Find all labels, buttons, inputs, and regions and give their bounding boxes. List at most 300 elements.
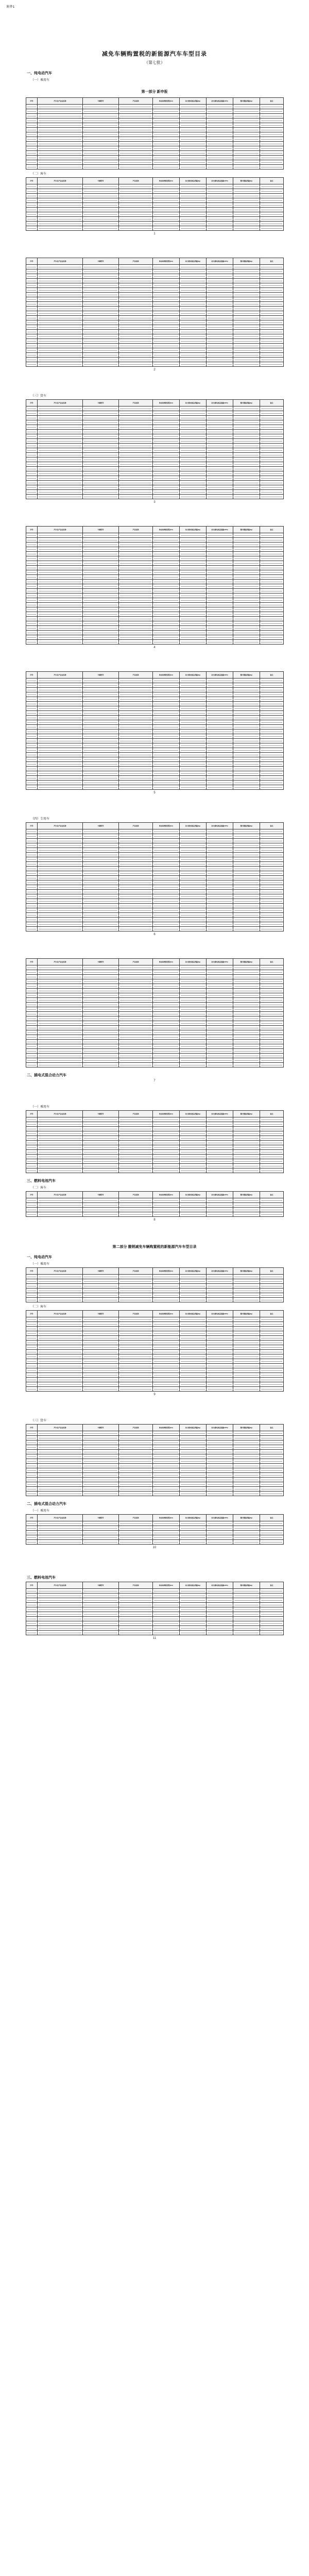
table-cell bbox=[83, 293, 119, 297]
table-row bbox=[26, 1212, 284, 1217]
column-header: 整车整备质量(kg) bbox=[233, 98, 260, 105]
table-cell bbox=[153, 339, 180, 344]
table-cell bbox=[207, 1141, 233, 1145]
table-cell bbox=[119, 1478, 153, 1482]
table-row bbox=[26, 1368, 284, 1373]
table-row bbox=[26, 1284, 284, 1289]
table-cell bbox=[38, 631, 83, 635]
table-cell bbox=[207, 899, 233, 904]
cell-placeholder bbox=[154, 577, 178, 578]
table-cell bbox=[119, 1359, 153, 1364]
cell-placeholder bbox=[39, 1295, 81, 1296]
table-cell bbox=[207, 279, 233, 283]
cell-placeholder bbox=[84, 722, 117, 723]
table-cell bbox=[119, 339, 153, 344]
vehicle-table bbox=[26, 526, 284, 645]
table-cell bbox=[233, 1026, 260, 1030]
cell-placeholder bbox=[84, 1000, 117, 1001]
table-cell bbox=[207, 1631, 233, 1635]
table-cell bbox=[207, 890, 233, 894]
cell-placeholder bbox=[39, 708, 81, 709]
table-row bbox=[26, 269, 284, 274]
table-cell bbox=[83, 1445, 119, 1450]
cell-placeholder bbox=[208, 427, 232, 428]
table-cell bbox=[233, 439, 260, 444]
cell-placeholder bbox=[261, 1484, 282, 1485]
table-cell bbox=[153, 584, 180, 589]
table-cell bbox=[38, 425, 83, 430]
table-cell bbox=[119, 293, 153, 297]
cell-placeholder bbox=[120, 623, 151, 624]
table-row bbox=[26, 1021, 284, 1026]
cell-placeholder bbox=[234, 1456, 259, 1457]
cell-placeholder bbox=[39, 1600, 81, 1601]
table-cell bbox=[153, 358, 180, 362]
table-cell bbox=[83, 1016, 119, 1021]
table-cell bbox=[119, 217, 153, 222]
cell-placeholder bbox=[234, 1361, 259, 1362]
table-cell bbox=[38, 288, 83, 293]
table-cell bbox=[180, 843, 207, 848]
column-header: 动力蓄电池总能量(kWh) bbox=[207, 178, 233, 184]
cell-placeholder bbox=[120, 722, 151, 723]
cell-placeholder bbox=[181, 1023, 205, 1024]
table-cell bbox=[180, 612, 207, 617]
table-cell bbox=[83, 612, 119, 617]
table-row bbox=[26, 1131, 284, 1136]
cell-placeholder bbox=[154, 228, 178, 229]
table-cell bbox=[38, 720, 83, 725]
cell-placeholder bbox=[154, 1470, 178, 1471]
table-cell bbox=[38, 626, 83, 631]
cell-placeholder bbox=[84, 1124, 117, 1125]
cell-placeholder bbox=[27, 1060, 36, 1061]
table-cell bbox=[119, 1159, 153, 1164]
cell-placeholder bbox=[261, 364, 282, 365]
table-cell bbox=[260, 1382, 284, 1387]
table-row bbox=[26, 702, 284, 706]
table-cell bbox=[83, 348, 119, 353]
table-cell bbox=[26, 434, 38, 439]
table-cell bbox=[119, 1293, 153, 1298]
column-header: 汽车生产企业名称 bbox=[38, 1311, 83, 1317]
table-cell bbox=[119, 132, 153, 137]
column-header: 备注 bbox=[260, 178, 284, 184]
table-cell bbox=[119, 1368, 153, 1373]
cell-placeholder bbox=[120, 364, 151, 365]
table-cell bbox=[83, 476, 119, 481]
cell-placeholder bbox=[234, 1375, 259, 1376]
table-cell bbox=[180, 989, 207, 993]
table-cell bbox=[119, 283, 153, 288]
table-cell bbox=[153, 533, 180, 538]
cell-placeholder bbox=[181, 290, 205, 291]
table-cell bbox=[180, 679, 207, 683]
table-cell bbox=[38, 1589, 83, 1594]
cell-placeholder bbox=[84, 850, 117, 851]
table-cell bbox=[119, 274, 153, 279]
table-cell bbox=[207, 979, 233, 984]
cell-placeholder bbox=[84, 586, 117, 587]
table-cell bbox=[180, 457, 207, 462]
cell-placeholder bbox=[208, 1046, 232, 1047]
table-cell bbox=[207, 739, 233, 743]
table-cell bbox=[260, 430, 284, 434]
cell-placeholder bbox=[154, 864, 178, 865]
cell-placeholder bbox=[261, 1614, 282, 1615]
table-cell bbox=[260, 297, 284, 302]
table-cell bbox=[26, 406, 38, 411]
table-cell bbox=[153, 1336, 180, 1341]
table-cell bbox=[207, 1450, 233, 1454]
cell-placeholder bbox=[84, 228, 117, 229]
table-row bbox=[26, 725, 284, 730]
cell-placeholder bbox=[181, 1384, 205, 1385]
cell-placeholder bbox=[154, 1537, 178, 1538]
table-cell bbox=[260, 1063, 284, 1067]
table-cell bbox=[38, 1359, 83, 1364]
cell-placeholder bbox=[27, 1470, 36, 1471]
table-cell bbox=[38, 1364, 83, 1368]
table-row bbox=[26, 1289, 284, 1293]
table-cell bbox=[26, 1612, 38, 1617]
table-cell bbox=[153, 1141, 180, 1145]
table-cell bbox=[83, 621, 119, 626]
table-cell bbox=[180, 1359, 207, 1364]
table-cell bbox=[153, 293, 180, 297]
column-header: 纯电动续驶里程(km) bbox=[153, 400, 180, 406]
cell-placeholder bbox=[154, 1384, 178, 1385]
table-cell bbox=[153, 607, 180, 612]
table-cell bbox=[38, 767, 83, 771]
cell-placeholder bbox=[181, 845, 205, 846]
table-cell bbox=[233, 1203, 260, 1208]
cell-placeholder bbox=[120, 1138, 151, 1139]
table-cell bbox=[233, 1378, 260, 1382]
table-cell bbox=[233, 1607, 260, 1612]
table-cell bbox=[207, 444, 233, 448]
table-cell bbox=[83, 212, 119, 217]
table-row bbox=[26, 922, 284, 927]
table-cell bbox=[153, 297, 180, 302]
table-cell bbox=[38, 867, 83, 871]
table-cell bbox=[26, 843, 38, 848]
table-cell bbox=[26, 1212, 38, 1217]
cell-placeholder bbox=[234, 1023, 259, 1024]
table-cell bbox=[207, 607, 233, 612]
cell-placeholder bbox=[208, 1475, 232, 1476]
table-cell bbox=[153, 194, 180, 198]
cell-placeholder bbox=[154, 995, 178, 996]
table-cell bbox=[233, 862, 260, 867]
table-row bbox=[26, 1345, 284, 1350]
cell-placeholder bbox=[84, 773, 117, 774]
table-cell bbox=[180, 265, 207, 269]
cell-placeholder bbox=[154, 125, 178, 126]
part-heading: 第一部分 新申报 bbox=[141, 90, 168, 94]
cell-placeholder bbox=[154, 745, 178, 746]
cell-placeholder bbox=[154, 845, 178, 846]
table-cell bbox=[26, 411, 38, 416]
column-header: 动力蓄电池总质量(kg) bbox=[180, 400, 207, 406]
table-row bbox=[26, 467, 284, 471]
table-cell bbox=[83, 1203, 119, 1208]
table-cell bbox=[260, 411, 284, 416]
table-cell bbox=[38, 984, 83, 989]
table-cell bbox=[83, 344, 119, 348]
table-cell bbox=[119, 1298, 153, 1302]
column-header: 汽车生产企业名称 bbox=[38, 1268, 83, 1275]
table-cell bbox=[233, 1526, 260, 1531]
cell-placeholder bbox=[261, 153, 282, 154]
table-cell bbox=[233, 208, 260, 212]
cell-placeholder bbox=[39, 1037, 81, 1038]
table-cell bbox=[26, 867, 38, 871]
table-cell bbox=[153, 904, 180, 908]
table-cell bbox=[83, 1127, 119, 1131]
table-cell bbox=[233, 194, 260, 198]
cell-placeholder bbox=[261, 836, 282, 837]
table-cell bbox=[260, 1336, 284, 1341]
cell-placeholder bbox=[234, 1147, 259, 1148]
table-cell bbox=[38, 1322, 83, 1327]
cell-placeholder bbox=[234, 1319, 259, 1320]
cell-placeholder bbox=[181, 910, 205, 911]
vehicle-table bbox=[26, 1191, 284, 1217]
column-header: 汽车生产企业名称 bbox=[38, 672, 83, 679]
table-cell bbox=[233, 580, 260, 584]
table-cell bbox=[83, 416, 119, 420]
cell-placeholder bbox=[261, 205, 282, 206]
table-cell bbox=[153, 1035, 180, 1040]
cell-placeholder bbox=[261, 148, 282, 149]
table-cell bbox=[260, 160, 284, 165]
table-cell bbox=[119, 762, 153, 767]
table-cell bbox=[26, 156, 38, 160]
table-cell bbox=[26, 1373, 38, 1378]
table-cell bbox=[26, 834, 38, 839]
table-row bbox=[26, 406, 284, 411]
table-cell bbox=[233, 203, 260, 208]
table-cell bbox=[153, 543, 180, 547]
table-row bbox=[26, 853, 284, 857]
table-cell bbox=[207, 1159, 233, 1164]
cell-placeholder bbox=[84, 1138, 117, 1139]
cell-placeholder bbox=[234, 910, 259, 911]
table-cell bbox=[83, 1345, 119, 1350]
table-cell bbox=[153, 603, 180, 607]
cell-placeholder bbox=[261, 685, 282, 686]
cell-placeholder bbox=[181, 609, 205, 610]
cell-placeholder bbox=[120, 600, 151, 601]
table-cell bbox=[233, 683, 260, 688]
cell-placeholder bbox=[181, 464, 205, 465]
cell-placeholder bbox=[120, 549, 151, 550]
cell-placeholder bbox=[154, 1333, 178, 1334]
table-cell bbox=[153, 448, 180, 453]
table-cell bbox=[260, 984, 284, 989]
table-cell bbox=[38, 1030, 83, 1035]
column-header: 整车整备质量(kg) bbox=[233, 1111, 260, 1117]
table-cell bbox=[207, 1279, 233, 1284]
cell-placeholder bbox=[27, 845, 36, 846]
table-cell bbox=[180, 552, 207, 556]
table-cell bbox=[180, 302, 207, 307]
cell-placeholder bbox=[234, 764, 259, 765]
table-cell bbox=[233, 594, 260, 598]
cell-placeholder bbox=[181, 614, 205, 615]
cell-placeholder bbox=[120, 1370, 151, 1371]
cell-placeholder bbox=[39, 1060, 81, 1061]
cell-placeholder bbox=[120, 1319, 151, 1320]
table-cell bbox=[260, 607, 284, 612]
cell-placeholder bbox=[39, 750, 81, 751]
table-header-row bbox=[26, 823, 284, 829]
table-cell bbox=[83, 566, 119, 570]
cell-placeholder bbox=[84, 290, 117, 291]
cell-placeholder bbox=[181, 981, 205, 982]
table-cell bbox=[207, 1298, 233, 1302]
table-cell bbox=[233, 1364, 260, 1368]
table-cell bbox=[83, 970, 119, 975]
table-cell bbox=[207, 626, 233, 631]
cell-placeholder bbox=[120, 205, 151, 206]
cell-placeholder bbox=[181, 750, 205, 751]
table-cell bbox=[233, 867, 260, 871]
table-cell bbox=[233, 425, 260, 430]
table-cell bbox=[207, 1007, 233, 1012]
table-cell bbox=[119, 353, 153, 358]
table-cell bbox=[26, 160, 38, 165]
table-row bbox=[26, 212, 284, 217]
table-cell bbox=[180, 594, 207, 598]
cell-placeholder bbox=[120, 972, 151, 973]
cell-placeholder bbox=[154, 586, 178, 587]
table-cell bbox=[38, 552, 83, 556]
table-cell bbox=[207, 1058, 233, 1063]
table-cell bbox=[119, 757, 153, 762]
table-cell bbox=[38, 434, 83, 439]
table-cell bbox=[119, 561, 153, 566]
cell-placeholder bbox=[84, 1370, 117, 1371]
table-cell bbox=[83, 217, 119, 222]
table-cell bbox=[260, 184, 284, 189]
cell-placeholder bbox=[208, 577, 232, 578]
table-cell bbox=[83, 743, 119, 748]
table-cell bbox=[233, 702, 260, 706]
table-cell bbox=[180, 1526, 207, 1531]
cell-placeholder bbox=[39, 492, 81, 493]
table-cell bbox=[260, 1021, 284, 1026]
cell-placeholder bbox=[120, 699, 151, 700]
table-cell bbox=[38, 222, 83, 226]
table-cell bbox=[153, 839, 180, 843]
cell-placeholder bbox=[27, 153, 36, 154]
column-header: 车辆型号 bbox=[83, 1111, 119, 1117]
cell-placeholder bbox=[84, 327, 117, 328]
table-cell bbox=[233, 320, 260, 325]
table-cell bbox=[26, 1482, 38, 1487]
column-header: 备注 bbox=[260, 527, 284, 533]
table-cell bbox=[233, 589, 260, 594]
table-cell bbox=[153, 1535, 180, 1540]
table-cell bbox=[260, 753, 284, 757]
table-cell bbox=[153, 834, 180, 839]
cell-placeholder bbox=[261, 1281, 282, 1282]
table-cell bbox=[260, 165, 284, 170]
cell-placeholder bbox=[181, 1456, 205, 1457]
cell-placeholder bbox=[120, 563, 151, 564]
table-row bbox=[26, 411, 284, 416]
table-cell bbox=[207, 203, 233, 208]
column-header: 序号 bbox=[26, 1311, 38, 1317]
table-cell bbox=[26, 697, 38, 702]
table-cell bbox=[38, 320, 83, 325]
table-cell bbox=[38, 311, 83, 316]
cell-placeholder bbox=[39, 341, 81, 342]
table-cell bbox=[260, 1127, 284, 1131]
table-row bbox=[26, 297, 284, 302]
table-row bbox=[26, 1159, 284, 1164]
table-cell bbox=[38, 876, 83, 880]
table-cell bbox=[83, 730, 119, 734]
cell-placeholder bbox=[234, 995, 259, 996]
table-cell bbox=[260, 640, 284, 645]
table-cell bbox=[207, 132, 233, 137]
table-cell bbox=[207, 1464, 233, 1468]
table-cell bbox=[260, 626, 284, 631]
table-cell bbox=[180, 269, 207, 274]
table-row bbox=[26, 716, 284, 720]
table-cell bbox=[153, 279, 180, 283]
table-cell bbox=[260, 829, 284, 834]
table-row bbox=[26, 688, 284, 692]
table-cell bbox=[260, 989, 284, 993]
vehicle-table bbox=[26, 399, 284, 499]
table-cell bbox=[153, 430, 180, 434]
table-cell bbox=[153, 334, 180, 339]
cell-placeholder bbox=[181, 1528, 205, 1529]
table-cell bbox=[153, 128, 180, 132]
table-cell bbox=[207, 485, 233, 490]
table-cell bbox=[180, 635, 207, 640]
cell-placeholder bbox=[154, 350, 178, 351]
cell-placeholder bbox=[234, 478, 259, 479]
cell-placeholder bbox=[261, 845, 282, 846]
table-cell bbox=[260, 265, 284, 269]
table-cell bbox=[119, 411, 153, 416]
cell-placeholder bbox=[120, 572, 151, 573]
table-cell bbox=[26, 123, 38, 128]
table-cell bbox=[260, 448, 284, 453]
table-row bbox=[26, 1030, 284, 1035]
cell-placeholder bbox=[27, 487, 36, 488]
table-cell bbox=[119, 1492, 153, 1496]
table-cell bbox=[260, 589, 284, 594]
cell-placeholder bbox=[27, 586, 36, 587]
cell-placeholder bbox=[27, 972, 36, 973]
table-cell bbox=[153, 118, 180, 123]
column-header: 产品名称 bbox=[119, 527, 153, 533]
cell-placeholder bbox=[234, 759, 259, 760]
table-cell bbox=[38, 348, 83, 353]
table-cell bbox=[233, 621, 260, 626]
cell-placeholder bbox=[27, 1600, 36, 1601]
table-cell bbox=[260, 339, 284, 344]
table-cell bbox=[38, 344, 83, 348]
table-cell bbox=[38, 1526, 83, 1531]
table-cell bbox=[38, 1044, 83, 1049]
